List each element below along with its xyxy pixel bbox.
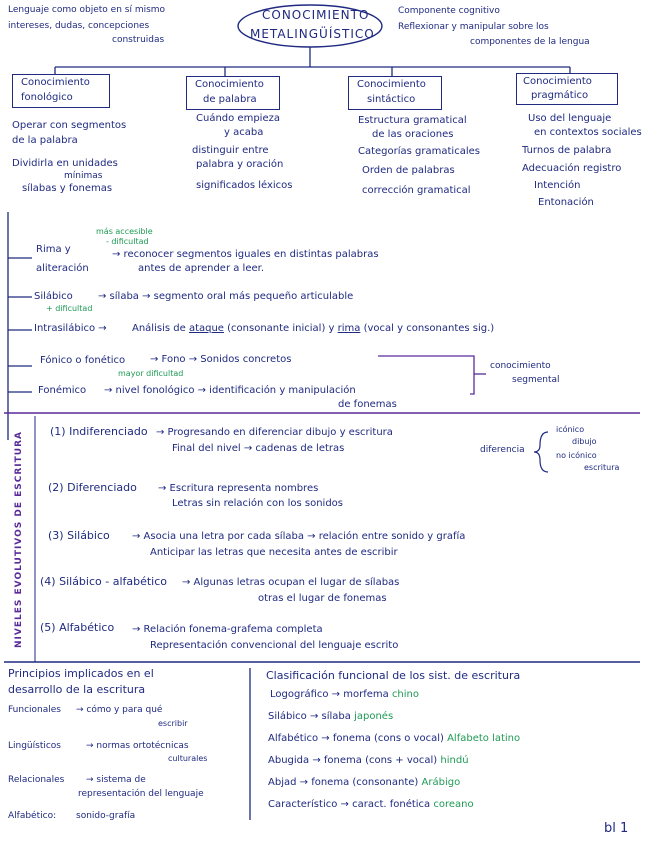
clasif-name: Alfabético [268, 733, 319, 744]
clasif-unit: → sílaba [309, 711, 351, 722]
level-text: Representación convencional del lenguaje escrito [150, 640, 399, 651]
branch-item: corrección gramatical [362, 185, 471, 196]
clasif-example: coreano [433, 799, 474, 810]
rima-label-2: aliteración [36, 263, 89, 274]
branch-item: palabra y oración [196, 159, 284, 170]
intra-text-a: Análisis de [132, 323, 186, 334]
branch-fonologico [12, 74, 110, 108]
diferencia-item: icónico [556, 425, 585, 434]
principio-name: Alfabético: [8, 811, 57, 821]
silabico-note: + dificultad [46, 304, 93, 313]
branch-item: significados léxicos [196, 180, 293, 191]
clasif-row [268, 778, 460, 788]
principios-title: Principios implicados en el [8, 667, 154, 680]
principio-name: Relacionales [8, 775, 65, 785]
branch-title: fonológico [21, 92, 73, 103]
branch-item: Entonación [538, 197, 594, 208]
level-num-name: (2) Diferenciado [48, 481, 137, 494]
note-line: Lenguaje como objeto en sí mismo [8, 5, 166, 15]
rima-text: → reconocer segmentos iguales en distintas palabras [112, 249, 379, 260]
clasif-row [268, 712, 393, 722]
branch-item: Intención [534, 180, 581, 191]
level-text: → Algunas letras ocupan el lugar de sílabas [182, 577, 400, 588]
diferencia-item: dibujo [572, 437, 597, 446]
clasif-row [268, 756, 469, 766]
principio-text: representación del lenguaje [78, 789, 204, 799]
branch-item: Uso del lenguaje [528, 113, 612, 124]
principio-text: culturales [168, 754, 208, 763]
level-num: 2 [52, 481, 60, 494]
branch-title: sintáctico [367, 94, 416, 105]
principio-name: Funcionales [8, 705, 61, 715]
diferencia-label: diferencia [480, 445, 525, 455]
note-line: intereses, dudas, concepciones [8, 21, 150, 31]
level-num-name: (1) Indiferenciado [50, 425, 148, 438]
page-signature: bl 1 [604, 821, 629, 836]
segmental-label: segmental [512, 375, 560, 385]
branch-title: de palabra [203, 94, 257, 105]
intra-label: Intrasilábico → [34, 323, 107, 334]
level-num-name: (4) Silábico - alfabético [40, 575, 168, 588]
level-num-name: (3) Silábico [48, 529, 110, 542]
rima-text: antes de aprender a leer. [138, 263, 265, 274]
diferencia-item: escritura [584, 463, 620, 472]
intra-text-b: (consonante inicial) y [227, 323, 335, 334]
fonico-label: Fónico o fonético [40, 355, 126, 366]
level-num: 5 [44, 621, 52, 634]
fonico-text: → Fono → Sonidos concretos [150, 354, 292, 365]
clasif-name: Logográfico [270, 689, 329, 700]
branch-item: en contextos sociales [534, 127, 642, 138]
branch-sintactico [348, 76, 442, 110]
principio-text: escribir [158, 719, 188, 728]
branch-item: y acaba [224, 127, 264, 138]
branch-pragmatico [516, 73, 618, 105]
branch-item: de la palabra [12, 135, 78, 146]
intra-text [132, 324, 494, 334]
silabico-label: Silábico [34, 291, 73, 302]
branch-title: Conocimiento [195, 79, 264, 90]
clasif-row [268, 800, 474, 810]
branch-title: pragmático [531, 90, 589, 101]
principio-text: → cómo y para qué [76, 705, 163, 715]
branch-item: Adecuación registro [522, 163, 622, 174]
branch-item: Estructura gramatical [358, 115, 467, 126]
clasif-unit: → fonema (cons o vocal) [321, 733, 444, 744]
rima-note: más accesible [96, 227, 153, 236]
level-num: 3 [52, 529, 60, 542]
level-num: 1 [54, 425, 62, 438]
clasif-example: hindú [440, 755, 469, 766]
clasif-example: chino [391, 689, 420, 700]
fonemico-text-2: de fonemas [338, 399, 397, 410]
clasif-name: Silábico [268, 711, 307, 722]
clasif-unit: → fonema (cons + vocal) [312, 755, 438, 766]
level-num: 4 [44, 575, 52, 588]
branch-item: Orden de palabras [362, 165, 455, 176]
title-line-2: METALINGÜÍSTICO [250, 27, 375, 41]
principio-text: sonido-grafía [76, 811, 136, 821]
note-line: componentes de la lengua [470, 37, 590, 47]
intra-ataque: ataque [188, 323, 224, 334]
branch-palabra [186, 76, 280, 110]
title-line-1: CONOCIMIENTO [262, 8, 370, 22]
principios-title: desarrollo de la escritura [8, 683, 146, 696]
branch-title: Conocimiento [523, 76, 592, 87]
note-line: construidas [112, 35, 165, 45]
branch-item: Operar con segmentos [12, 120, 127, 131]
diferencia-item: no icónico [556, 451, 597, 460]
note-line: Componente cognitivo [398, 6, 500, 16]
intra-rima: rima [337, 323, 361, 334]
fonemico-text: → nivel fonológico → identificación y manipulación [104, 385, 356, 396]
level-text: Letras sin relación con los sonidos [172, 498, 344, 509]
clasif-example: Arábigo [421, 777, 461, 788]
clasif-unit: → fonema (consonante) [299, 777, 419, 788]
levels-side-label: NIVELES EVOLUTIVOS DE ESCRITURA [14, 431, 24, 648]
level-name: Indiferenciado [69, 425, 148, 438]
clasif-name: Abjad [268, 777, 297, 788]
branch-item: de las oraciones [372, 129, 454, 140]
silabico-text: → sílaba → segmento oral más pequeño articulable [98, 291, 354, 302]
branch-item: Turnos de palabra [522, 145, 612, 156]
level-text: otras el lugar de fonemas [258, 593, 387, 604]
fonemico-label: Fonémico [38, 385, 87, 396]
level-text: → Progresando en diferenciar dibujo y escritura [156, 427, 393, 438]
clasif-name: Característico [268, 799, 338, 810]
segmental-label: conocimiento [490, 361, 551, 371]
clasif-row [268, 734, 520, 744]
level-name: Diferenciado [67, 481, 137, 494]
clasif-unit: → caract. fonética [340, 799, 431, 810]
branch-title: Conocimiento [21, 77, 90, 88]
clasificacion-title: Clasificación funcional de los sist. de escritura [266, 669, 521, 682]
intra-text-c: (vocal y consonantes sig.) [363, 323, 495, 334]
level-text: → Escritura representa nombres [158, 483, 319, 494]
branch-item: distinguir entre [192, 145, 269, 156]
clasif-example: Alfabeto latino [447, 733, 521, 744]
rima-note-2: - dificultad [106, 237, 149, 246]
clasif-row [270, 690, 419, 700]
clasif-example: japonés [354, 711, 394, 722]
level-name: Alfabético [59, 621, 115, 634]
fonico-note: mayor dificultad [118, 369, 184, 378]
level-text: → Asocia una letra por cada sílaba → relación entre sonido y grafía [132, 531, 466, 542]
clasif-name: Abugida [268, 755, 310, 766]
branch-item: sílabas y fonemas [22, 183, 113, 194]
clasif-unit: → morfema [331, 689, 389, 700]
principio-name: Lingüísticos [8, 741, 61, 751]
branch-item: Dividirla en unidades [12, 158, 118, 169]
level-text: → Relación fonema-grafema completa [132, 624, 323, 635]
branch-item: mínimas [64, 171, 103, 181]
branch-item: Categorías gramaticales [358, 146, 480, 157]
level-num-name: (5) Alfabético [40, 621, 115, 634]
level-name: Silábico - alfabético [59, 575, 168, 588]
branch-item: Cuándo empieza [196, 113, 280, 124]
note-line: Reflexionar y manipular sobre los [398, 22, 549, 32]
principio-text: → normas ortotécnicas [86, 741, 189, 751]
branch-title: Conocimiento [357, 79, 426, 90]
level-name: Silábico [67, 529, 110, 542]
level-text: Anticipar las letras que necesita antes de escribir [150, 547, 398, 558]
rima-label: Rima y [36, 244, 71, 255]
principio-text: → sistema de [86, 775, 146, 785]
level-text: Final del nivel → cadenas de letras [172, 443, 345, 454]
